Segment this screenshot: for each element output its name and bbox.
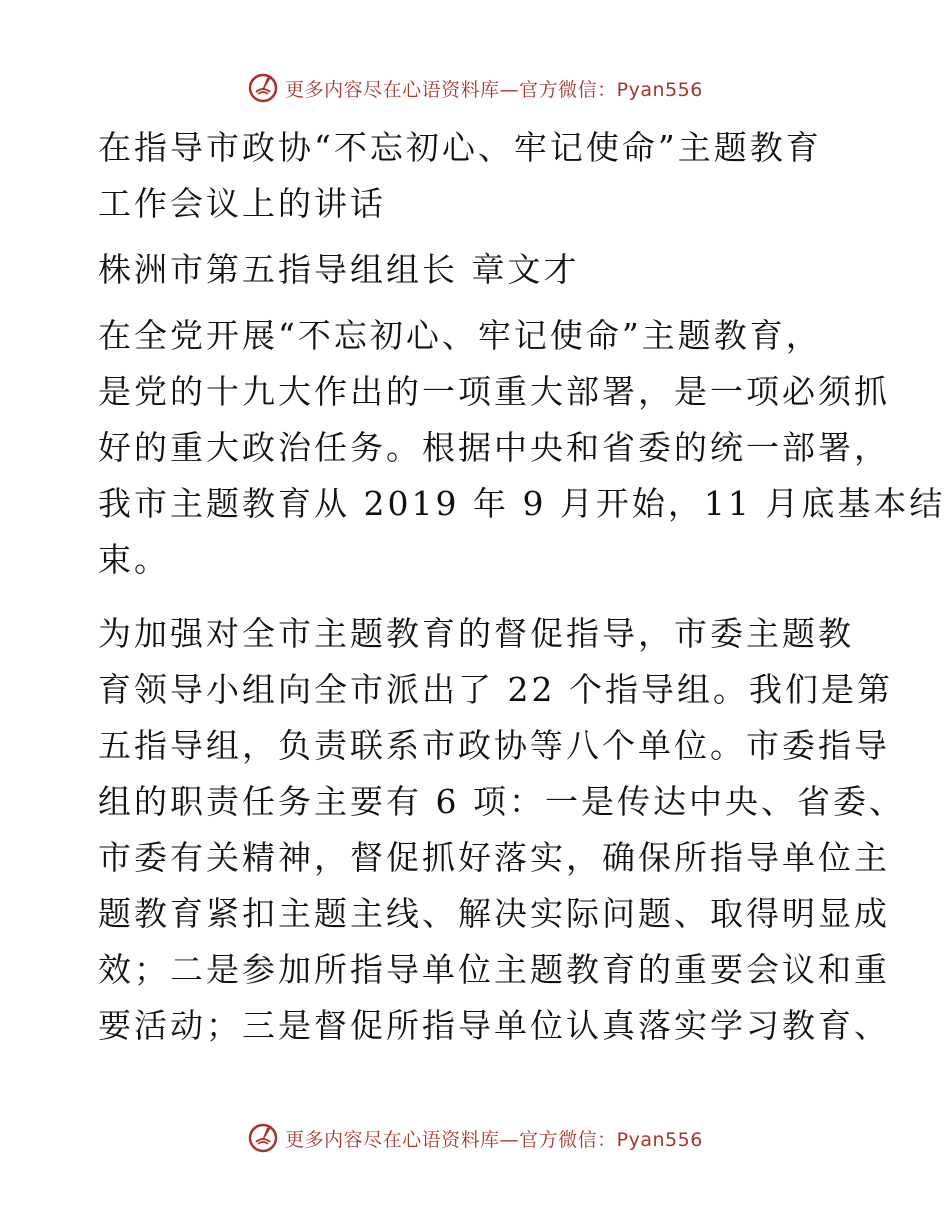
title-line-2: 工作会议上的讲话 bbox=[98, 184, 386, 223]
book-quill-icon bbox=[247, 72, 279, 104]
author-line: 株洲市第五指导组组长 章文才 bbox=[98, 250, 580, 289]
paragraph-2-line-6: 题教育紧扣主题主线、解决实际问题、取得明显成 bbox=[98, 894, 890, 933]
paragraph-1-line-5: 束。 bbox=[98, 540, 170, 579]
paragraph-2-line-5: 市委有关精神，督促抓好落实，确保所指导单位主 bbox=[98, 838, 890, 877]
header-banner bbox=[0, 72, 950, 104]
paragraph-1-line-3: 好的重大政治任务。根据中央和省委的统一部署， bbox=[98, 428, 890, 467]
paragraph-2-line-2: 育领导小组向全市派出了 22 个指导组。我们是第 bbox=[98, 670, 893, 709]
paragraph-1-line-4: 我市主题教育从 2019 年 9 月开始，11 月底基本结 bbox=[98, 484, 946, 523]
header-banner-text: 更多内容尽在心语资料库—官方微信：Pyan556 bbox=[285, 78, 703, 101]
paragraph-2-line-4: 组的职责任务主要有 6 项：一是传达中央、省委、 bbox=[98, 782, 905, 821]
paragraph-2-line-3: 五指导组，负责联系市政协等八个单位。市委指导 bbox=[98, 726, 890, 765]
document-body bbox=[98, 120, 946, 1054]
title-line-1: 在指导市政协“不忘初心、牢记使命”主题教育 bbox=[98, 128, 822, 167]
paragraph-1-line-1: 在全党开展“不忘初心、牢记使命”主题教育， bbox=[98, 316, 822, 355]
paragraph-2-line-1: 为加强对全市主题教育的督促指导，市委主题教 bbox=[98, 614, 854, 653]
paragraph-1-line-2: 是党的十九大作出的一项重大部署，是一项必须抓 bbox=[98, 372, 890, 411]
footer-banner-text: 更多内容尽在心语资料库—官方微信：Pyan556 bbox=[285, 1128, 703, 1151]
paragraph-2-line-7: 效；二是参加所指导单位主题教育的重要会议和重 bbox=[98, 950, 890, 989]
footer-banner bbox=[0, 1122, 950, 1154]
paragraph-2-line-8: 要活动；三是督促所指导单位认真落实学习教育、 bbox=[98, 1006, 890, 1045]
book-quill-icon bbox=[247, 1122, 279, 1154]
